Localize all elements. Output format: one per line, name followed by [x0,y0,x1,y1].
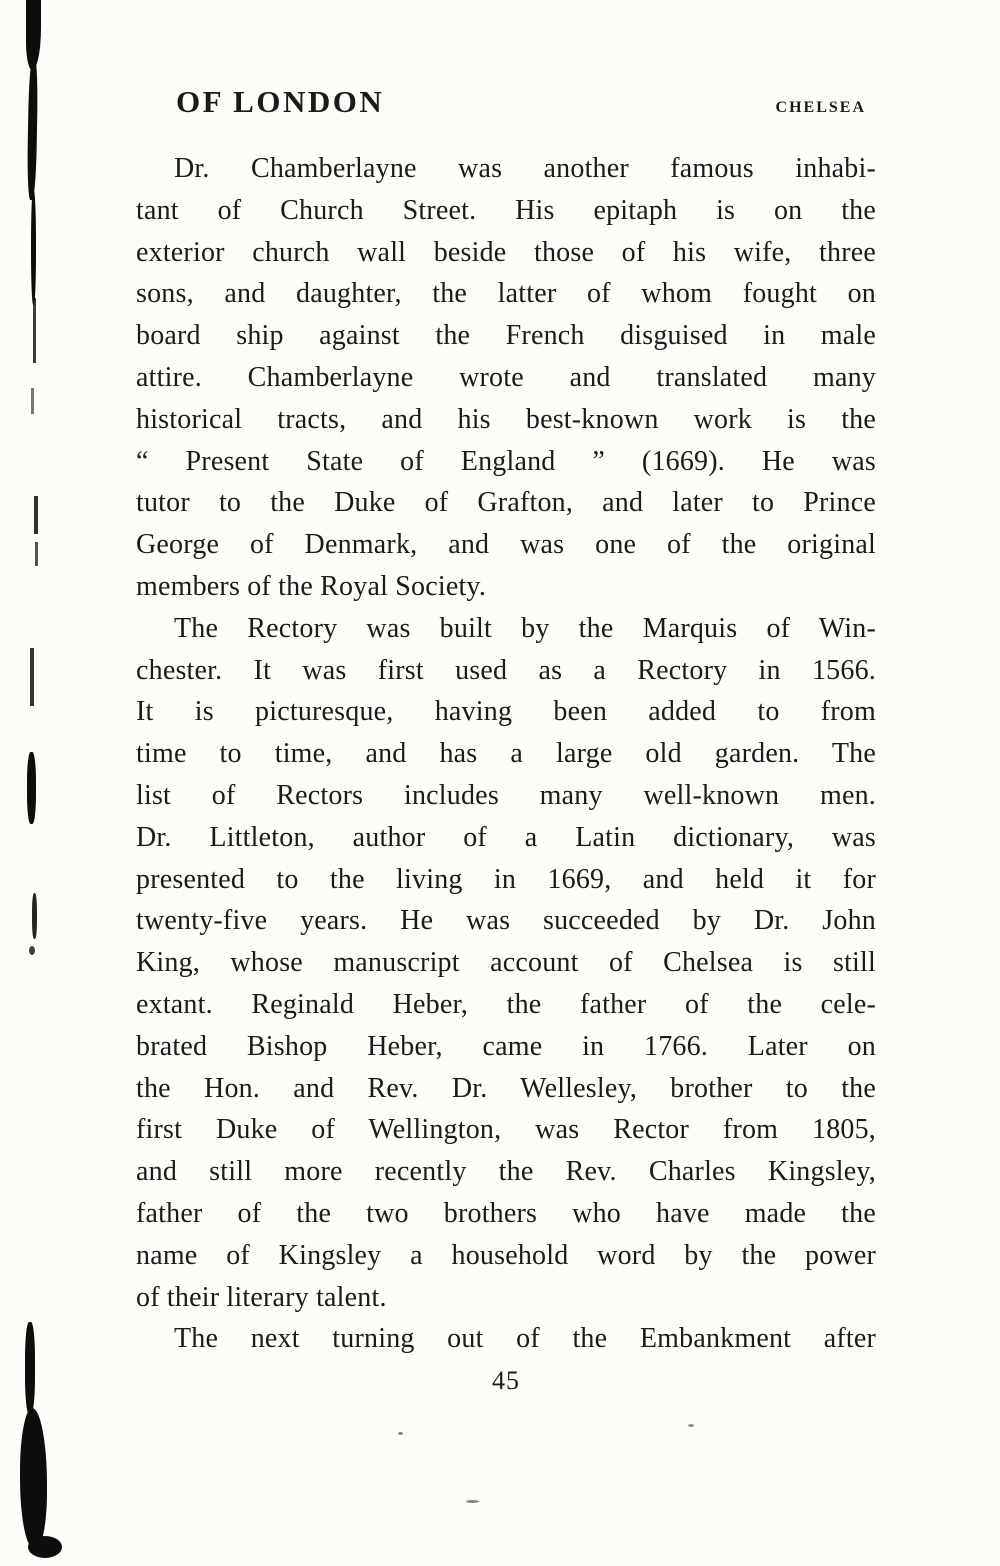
text-line: attire. Chamberlayne wrote and translated many [136,361,876,393]
scan-artifact [33,298,36,363]
scan-artifact [30,648,34,706]
text-line: The Rectory was built by the Marquis of Win- [174,612,876,644]
scan-artifact [25,1322,35,1414]
scan-artifact [31,190,36,305]
text-line: tant of Church Street. His epitaph is on the [136,194,876,226]
scan-artifact [27,752,36,824]
running-head: CHELSEA [775,99,866,116]
text-line: extant. Reginald Heber, the father of the cele- [136,988,876,1020]
text-line: George of Denmark, and was one of the original [136,529,876,561]
text-line: historical tracts, and his best-known work is the [136,403,876,435]
text-line: list of Rectors includes many well-known men. [136,779,876,811]
text-line: brated Bishop Heber, came in 1766. Later on [136,1030,876,1062]
scan-artifact [27,58,38,200]
scan-artifact [32,893,37,939]
scan-artifact [34,496,38,534]
text-line: King, whose manuscript account of Chelsea is still [136,947,876,979]
text-line: the Hon. and Rev. Dr. Wellesley, brother to the [136,1072,876,1104]
text-line: Dr. Chamberlayne was another famous inhabi- [174,153,876,184]
scan-artifact [20,1408,47,1548]
scan-artifact [688,1424,694,1427]
text-line: chester. It was first used as a Rectory in 1566. [136,654,876,686]
scan-artifact [35,542,38,566]
scan-artifact [29,946,35,955]
text-line: name of Kingsley a household word by the power [136,1239,876,1271]
text-line: Dr. Littleton, author of a Latin dictionary, was [136,821,876,853]
text-line: board ship against the French disguised in male [136,320,876,352]
scan-artifact [398,1432,403,1435]
text-line: time to time, and has a large old garden. The [136,738,876,770]
text-line: It is picturesque, having been added to from [136,696,876,728]
text-line: The next turning out of the Embankment after [174,1323,876,1355]
text-line: tutor to the Duke of Grafton, and later to Prince [136,487,876,519]
text-line: first Duke of Wellington, was Rector from 1805, [136,1114,876,1146]
text-line: presented to the living in 1669, and held it for [136,863,876,895]
text-line: “ Present State of England ” (1669). He was [136,445,876,477]
page-title: OF LONDON [176,84,385,119]
page-number: 45 [492,1366,520,1395]
text-line: members of the Royal Society. [136,570,487,602]
text-line: sons, and daughter, the latter of whom fought on [136,278,876,310]
text-line: father of the two brothers who have made the [136,1197,876,1229]
text-line: twenty-five years. He was succeeded by Dr. John [136,905,876,937]
scan-artifact [28,1536,62,1558]
text-line: of their literary talent. [136,1281,387,1313]
text-line: and still more recently the Rev. Charles Kingsley, [136,1156,876,1188]
scan-artifact [31,388,34,414]
text-line: exterior church wall beside those of his wife, three [136,236,876,268]
page-body [136,148,876,1360]
scan-artifact [466,1500,479,1503]
